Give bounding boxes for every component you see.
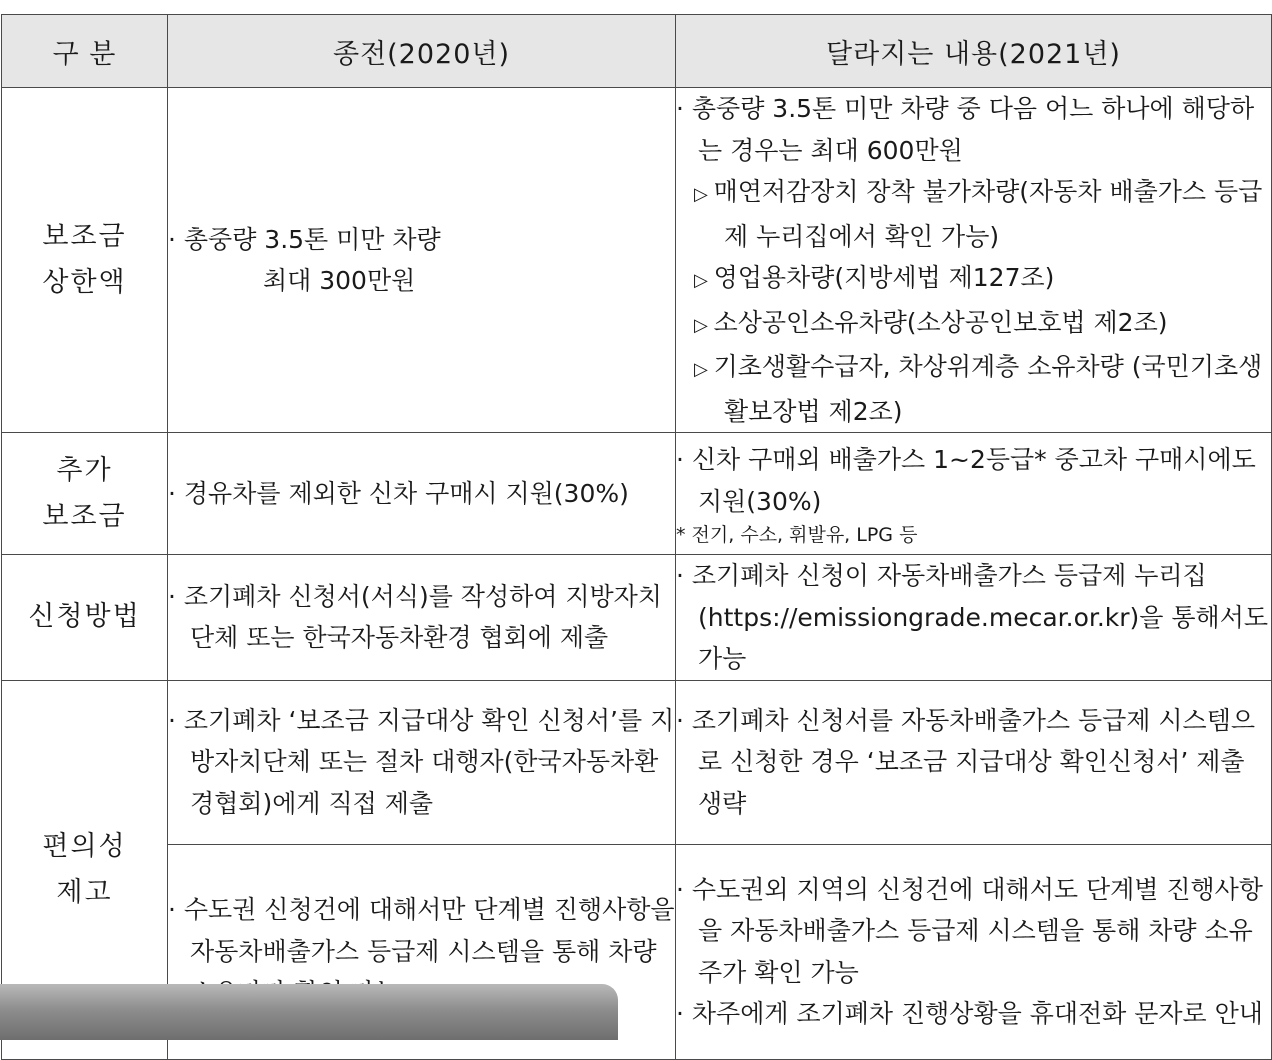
cell-previous-convenience-1: [168, 680, 676, 844]
bullet-text: · 신차 구매외 배출가스 1~2등급* 중고차 구매시에도 지원(30%): [676, 439, 1271, 522]
bullet-text: · 경유차를 제외한 신차 구매시 지원(30%): [168, 473, 675, 515]
bullet-text: · 총중량 3.5톤 미만 차량 중 다음 어느 하나에 해당하는 경우는 최대 600만원: [676, 88, 1271, 171]
row-label-subsidy-cap: 보조금 상한액: [2, 88, 168, 433]
header-previous-2020: 종전(2020년): [168, 15, 676, 88]
table-row: [2, 680, 1272, 844]
cell-new-subsidy-cap: [676, 88, 1272, 433]
bullet-text: · 조기폐차 신청이 자동차배출가스 등급제 누리집 (https://emissiongrade.mecar.or.kr)을 통해서도 가능: [676, 555, 1271, 680]
sub-item: ▷ 기초생활수급자, 차상위계층 소유차량 (국민기초생활보장법 제2조): [676, 346, 1271, 432]
bullet-text: · 수도권외 지역의 신청건에 대해서도 단계별 진행사항을 자동차배출가스 등급제 시스템을 통해 차량 소유주가 확인 가능: [676, 869, 1271, 994]
bullet-text: 최대 300만원: [263, 266, 416, 295]
bottom-overlay-bar: [0, 984, 618, 1040]
sub-item: ▷ 소상공인소유차량(소상공인보호법 제2조): [676, 302, 1271, 347]
bullet-text: · 조기폐차 ‘보조금 지급대상 확인 신청서’를 지방자치단체 또는 절차 대행자(한국자동차환경협회)에게 직접 제출: [168, 700, 675, 825]
bullet-text: · 수도권 신청건에 대해서만 단계별 진행사항을 자동차배출가스 등급제 시스템을 통해 차량: [168, 889, 675, 1014]
cell-new-convenience-2: [676, 844, 1272, 1059]
row-label-extra-subsidy: 추가 보조금: [2, 433, 168, 555]
sub-item: ▷ 매연저감장치 장착 불가차량(자동차 배출가스 등급제 누리집에서 확인 가능): [676, 171, 1271, 257]
bullet-text: · 차주에게 조기폐차 진행상황을 휴대전화 문자로 안내: [676, 993, 1271, 1035]
cell-previous-application-method: [168, 555, 676, 681]
table-row: [2, 433, 1272, 555]
comparison-table: [1, 14, 1272, 1060]
cell-previous-subsidy-cap: [168, 88, 676, 433]
sub-item: ▷ 영업용차량(지방세법 제127조): [676, 257, 1271, 302]
header-changes-2021: 달라지는 내용(2021년): [676, 15, 1272, 88]
cell-new-extra-subsidy: [676, 433, 1272, 555]
header-category: 구 분: [2, 15, 168, 88]
bullet-text: · 총중량 3.5톤 미만 차량: [168, 219, 675, 261]
bullet-text: · 조기폐차 신청서(서식)를 작성하여 지방자치단체 또는 한국자동차환경 협회에 제출: [168, 576, 675, 659]
cell-new-application-method: [676, 555, 1272, 681]
bullet-text: · 조기폐차 신청서를 자동차배출가스 등급제 시스템으로 신청한 경우 ‘보조금 지급대상 확인신청서’ 제출 생략: [676, 700, 1271, 825]
cell-previous-extra-subsidy: [168, 433, 676, 555]
footnote: * 전기, 수소, 휘발유, LPG 등: [676, 522, 1271, 548]
table-row: [2, 555, 1272, 681]
cell-new-convenience-1: [676, 680, 1272, 844]
header-row: [2, 15, 1272, 88]
row-label-convenience: 편의성 제고: [2, 680, 168, 1059]
table-row: [2, 88, 1272, 433]
row-label-application-method: 신청방법: [2, 555, 168, 681]
